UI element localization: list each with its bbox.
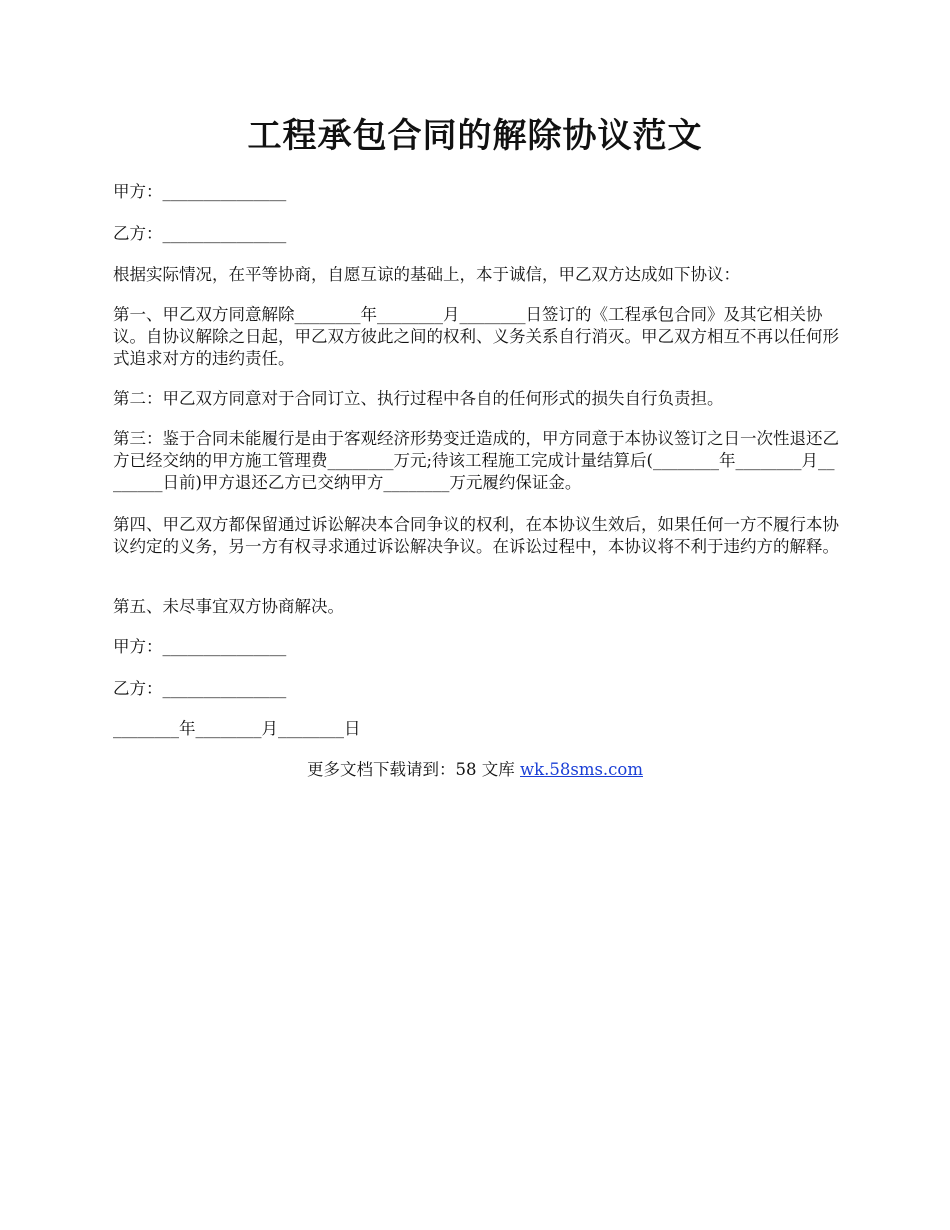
date-line: ________年________月________日 [113,719,361,738]
article-5: 第五、未尽事宜双方协商解决。 [113,597,344,616]
party-a-line-bottom: 甲方：_______________ [113,637,287,656]
article-2: 第二：甲乙双方同意对于合同订立、执行过程中各自的任何形式的损失自行负责担。 [113,389,724,408]
footer-prefix: 更多文档下载请到：58 文库 [306,760,520,779]
article-3: 第三：鉴于合同未能履行是由于客观经济形势变迁造成的，甲方同意于本协议签订之日一次性退还乙方已经交纳的甲方施工管理费________万元;待该工程施工完成计量结算后(________年________月________日前)甲方退还乙方已交纳甲方________万元履约保证金。 [113,429,839,492]
intro-paragraph: 根据实际情况，在平等协商，自愿互谅的基础上，本于诚信，甲乙双方达成如下协议： [113,265,740,284]
article-1: 第一、甲乙双方同意解除________年________月________日签订的《工程承包合同》及其它相关协议。自协议解除之日起，甲乙双方彼此之间的权利、义务关系自行消灭。甲乙双方相互不再以任何形式追求对方的违约责任。 [113,305,839,368]
document-title: 工程承包合同的解除协议范文 [247,116,703,156]
party-a-line-top: 甲方：_______________ [113,182,287,201]
footer-link[interactable]: wk.58sms.com [519,760,643,779]
download-footer [0,759,950,781]
party-b-line-bottom: 乙方：_______________ [113,679,287,698]
party-b-line-top: 乙方：_______________ [113,224,287,243]
article-4: 第四、甲乙双方都保留通过诉讼解决本合同争议的权利，在本协议生效后，如果任何一方不履行本协议约定的义务，另一方有权寻求通过诉讼解决争议。在诉讼过程中，本协议将不利于违约方的解释。 [113,515,839,556]
